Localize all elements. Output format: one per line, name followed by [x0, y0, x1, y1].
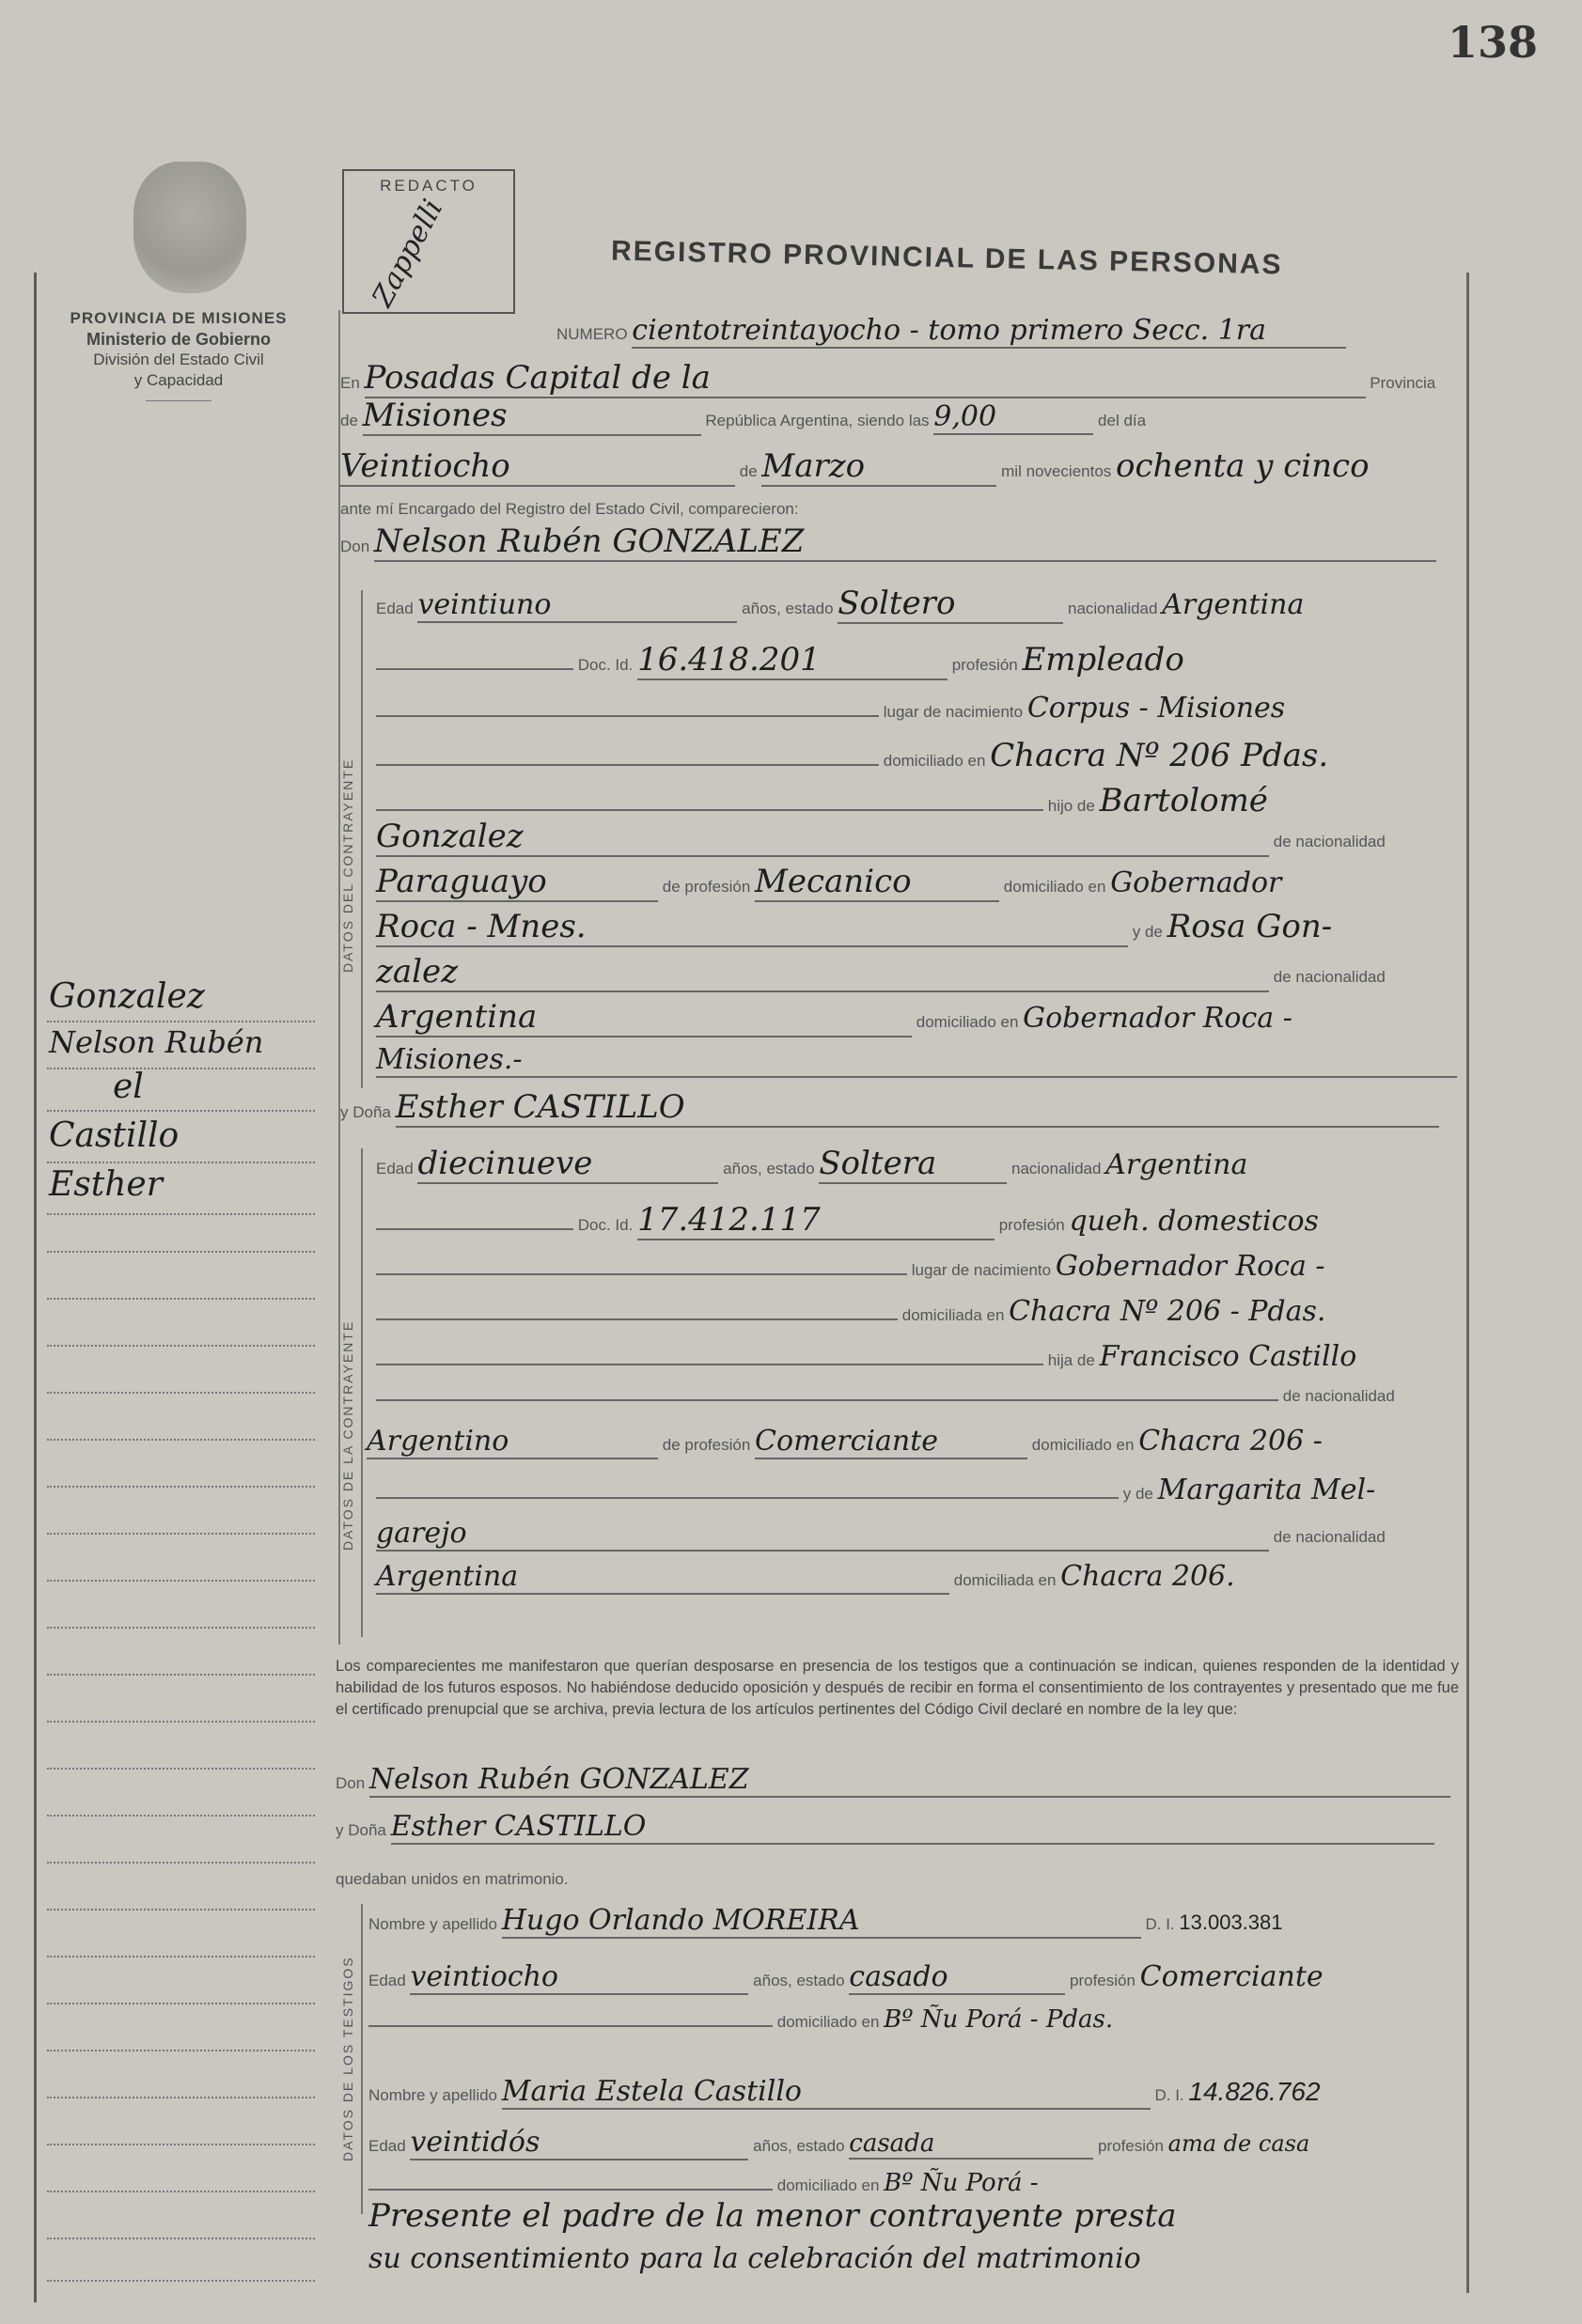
f-madre-row: [376, 1474, 1375, 1506]
profesion-label: profesión: [951, 656, 1018, 674]
de-profesion-label-2: de profesión: [662, 1436, 751, 1454]
domiciliado-label: domiciliado en: [883, 752, 986, 770]
declaration-paragraph: Los comparecientes me manifestaron que querían desposarse en presencia de los testigos que a continuación se indican, quienes responden de la identidad y habilidad de los futuros esposos. No habiéndose deducido oposición y después de recibir en forma el consentimiento de los contrayentes y presentado que me fue el certificado prenupcial que se archiva, previa lectura de los artículos pertinentes del Código Civil declaré en nombre de la ley que:: [336, 1658, 1459, 1718]
decl-dona-row: [336, 1810, 1434, 1845]
di-label-2: D. I.: [1154, 2086, 1184, 2104]
division-label: División del Estado Civil: [93, 351, 264, 368]
margin-line: [47, 2237, 315, 2239]
margin-line: [47, 1532, 315, 1535]
de-label: de: [340, 412, 358, 429]
domiciliado-label-4: domiciliado en: [1031, 1436, 1135, 1454]
f-profesion: queh. domesticos: [1069, 1205, 1319, 1238]
margin-line: [47, 1485, 315, 1488]
f-madre2: garejo: [376, 1517, 1269, 1552]
anos-estado-label: años, estado: [742, 600, 834, 617]
t1-nombre: Hugo Orlando MOREIRA: [502, 1904, 1141, 1939]
stamp-label: REDACTO: [380, 177, 478, 195]
margin-line: [47, 1020, 315, 1022]
c-lugar-row: [376, 692, 1285, 725]
contrayente-nombre: Nelson Rubén GONZALEZ: [374, 523, 1436, 562]
c-padre-nac-row: [376, 863, 1281, 902]
hijo-de-label: hijo de: [1047, 797, 1095, 815]
decl-don-row: [336, 1763, 1450, 1798]
f-madre-nac-row: [376, 1560, 1235, 1595]
don-label: Don: [340, 538, 370, 555]
edad-label: Edad: [376, 600, 414, 617]
c-madre2: zalez: [376, 953, 1269, 992]
f-domicilio: Chacra Nº 206 - Pdas.: [1009, 1295, 1326, 1328]
f-padre-nac: Argentino: [367, 1425, 658, 1459]
page-number: 138: [1448, 17, 1539, 68]
de-profesion-label: de profesión: [662, 878, 751, 896]
section-bar-testigos: [361, 1904, 363, 2214]
margin-line: [47, 2279, 315, 2282]
profesion-label-2: profesión: [998, 1216, 1065, 1234]
ministry-label: Ministerio de Gobierno: [86, 330, 271, 349]
margin-line: [47, 1579, 315, 1582]
t2-nombre: Maria Estela Castillo: [502, 2075, 1151, 2110]
margin-entry-5: Esther: [49, 1165, 163, 1204]
t1-domicilio: Bº Ñu Porá - Pdas.: [884, 2005, 1114, 2034]
t2-edad: veintidós: [410, 2126, 748, 2160]
c-edad: veintiuno: [417, 588, 737, 623]
t2-dom-row: [368, 2169, 1039, 2197]
numero-label: NUMERO: [556, 325, 628, 343]
anos-estado-label-2: años, estado: [723, 1160, 815, 1178]
y-de-label: y de: [1132, 923, 1163, 941]
quedaban-text: quedaban unidos en matrimonio.: [336, 1870, 569, 1888]
di-label: D. I.: [1145, 1915, 1175, 1933]
doc-label: Doc. Id.: [577, 656, 634, 674]
dona-row: [340, 1088, 1439, 1128]
don-label-2: Don: [336, 1774, 366, 1792]
c-madre-row: [376, 908, 1332, 947]
c-dom-row: [376, 737, 1328, 774]
t2-edad-row: [368, 2126, 1309, 2160]
t1-dom-row: [368, 2005, 1113, 2034]
de-nacionalidad-label-2: de nacionalidad: [1273, 968, 1386, 986]
mil-label: mil novecientos: [1001, 462, 1112, 480]
f-padre: Francisco Castillo: [1099, 1340, 1357, 1373]
c-madre-dom: Gobernador Roca -: [1023, 1002, 1292, 1035]
margin-line: [47, 1250, 315, 1253]
de-nacionalidad-label-3: de nacionalidad: [1282, 1387, 1395, 1405]
margin-line: [47, 2143, 315, 2145]
c-domicilio: Chacra Nº 206 Pdas.: [990, 737, 1329, 774]
y-dona-label-2: y Doña: [336, 1821, 386, 1839]
del-dia-label: del día: [1098, 412, 1147, 429]
y-dona-label: y Doña: [340, 1103, 391, 1121]
c-nacionalidad: Argentina: [1162, 588, 1305, 621]
margin-entry-4: Castillo: [49, 1116, 180, 1155]
side-label-testigos: DATOS DE LOS TESTIGOS: [340, 1956, 355, 2161]
profesion-label-3: profesión: [1070, 1972, 1136, 1989]
c-padre-nac: Paraguayo: [376, 863, 658, 902]
t2-nombre-row: [368, 2075, 1321, 2110]
profesion-label-4: profesión: [1098, 2137, 1164, 2155]
c-madre: Rosa Gon-: [1167, 908, 1333, 945]
c-padre-dom2: Roca - Mnes.: [376, 908, 1128, 947]
domiciliada-label: domiciliada en: [901, 1306, 1005, 1324]
domiciliado-label-3: domiciliado en: [916, 1013, 1019, 1031]
domiciliado-label-5: domiciliado en: [776, 2013, 880, 2031]
margin-entry-1: Gonzalez: [49, 977, 205, 1016]
c-madre2-row: [376, 953, 1386, 992]
c-padre: Bartolomé: [1099, 782, 1268, 819]
margin-line: [47, 1955, 315, 1957]
margin-line: [47, 1391, 315, 1394]
c-padre-prof: Mecanico: [755, 863, 999, 902]
f-edad-row: [376, 1145, 1247, 1184]
numero-value: cientotreintayocho - tomo primero Secc. 1ra: [632, 314, 1346, 349]
c-lugar-nac: Corpus - Misiones: [1026, 692, 1286, 725]
stamp-signature: Zappelli: [366, 194, 450, 313]
c-padre-dom: Gobernador: [1110, 866, 1282, 899]
f-edad: diecinueve: [417, 1145, 718, 1184]
province-label: PROVINCIA DE MISIONES: [70, 309, 288, 327]
t2-estado: casada: [849, 2129, 1093, 2160]
t1-nombre-row: [368, 1904, 1283, 1939]
f-madre2-row: [376, 1517, 1386, 1552]
c-edad-row: [376, 585, 1304, 624]
c-madre-dom2: Misiones.-: [376, 1043, 1457, 1078]
c-madre-nac-row: [376, 998, 1292, 1037]
margin-line: [47, 1109, 315, 1112]
edad-label-2: Edad: [376, 1160, 414, 1178]
c-doc-row: [376, 641, 1184, 680]
f-estado: Soltera: [819, 1145, 1007, 1184]
edad-label-3: Edad: [368, 1972, 406, 1989]
margin-line: [47, 1067, 315, 1069]
f-lugar-nac: Gobernador Roca -: [1055, 1250, 1325, 1283]
republica-label: República Argentina, siendo las: [705, 412, 930, 429]
anos-estado-label-3: años, estado: [753, 1972, 845, 1989]
side-label-contrayenta: DATOS DE LA CONTRAYENTE: [340, 1319, 355, 1551]
c-madre-nac: Argentina: [376, 998, 912, 1037]
nacionalidad-label-2: nacionalidad: [1011, 1160, 1102, 1178]
frame-right: [1466, 273, 1469, 2293]
section-bar-contrayente: [361, 590, 363, 1088]
f-nac-blank-row: [376, 1387, 1395, 1406]
divider: [146, 400, 211, 401]
margin-entry-3: el: [113, 1068, 144, 1106]
margin-line: [47, 1767, 315, 1770]
mes-value: Marzo: [761, 447, 996, 487]
en-label: En: [340, 374, 360, 392]
margin-entry-2: Nelson Rubén: [49, 1024, 264, 1060]
note-line-1: Presente el padre de la menor contrayente presta: [368, 2197, 1177, 2235]
redacto-stamp: [342, 169, 515, 314]
provincia-label: Provincia: [1370, 374, 1436, 392]
margin-line: [47, 1673, 315, 1676]
lugar-value: Posadas Capital de la: [365, 359, 1366, 398]
f-madre-nac: Argentina: [376, 1560, 949, 1595]
margin-line: [47, 1212, 315, 1215]
note-line-2: su consentimiento para la celebración del matrimonio: [368, 2242, 1141, 2275]
t2-domicilio: Bº Ñu Porá -: [884, 2169, 1039, 2197]
provincia-value: Misiones: [363, 397, 701, 436]
decl-dona: Esther CASTILLO: [391, 1810, 1434, 1845]
f-padre-nac-row: [367, 1425, 1323, 1459]
margin-line: [47, 1626, 315, 1629]
t2-di: 14.826.762: [1188, 2077, 1321, 2106]
domiciliado-label-6: domiciliado en: [776, 2176, 880, 2194]
fecha-row: [340, 447, 1370, 487]
c-madre-dom2-row: [376, 1043, 1457, 1078]
lugar-nac-label-2: lugar de nacimiento: [911, 1261, 1052, 1279]
c-hijo-row: [376, 782, 1268, 819]
anos-estado-label-4: años, estado: [753, 2137, 845, 2155]
t1-edad: veintiocho: [410, 1960, 748, 1995]
provincia-row: [340, 397, 1146, 436]
t2-profesion: ama de casa: [1167, 2130, 1310, 2157]
margin-rule: [34, 273, 37, 2302]
f-doc-row: [376, 1201, 1319, 1240]
margin-line: [47, 1908, 315, 1911]
margin-line: [47, 1344, 315, 1347]
de-nacionalidad-label: de nacionalidad: [1273, 833, 1386, 850]
domiciliado-label-2: domiciliado en: [1003, 878, 1106, 896]
margin-line: [47, 1297, 315, 1300]
f-madre: Margarita Mel-: [1157, 1474, 1376, 1506]
margin-line: [47, 1814, 315, 1817]
c-profesion: Empleado: [1022, 641, 1184, 678]
anio-value: ochenta y cinco: [1116, 447, 1370, 485]
f-lugar-row: [376, 1250, 1325, 1283]
f-dom-row: [376, 1295, 1325, 1328]
section-bar-contrayenta: [361, 1148, 363, 1637]
contrayenta-nombre: Esther CASTILLO: [396, 1088, 1439, 1128]
domiciliada-label-2: domiciliada en: [953, 1571, 1057, 1589]
lugar-nac-label: lugar de nacimiento: [883, 703, 1024, 721]
margin-line: [47, 1861, 315, 1864]
c-padre2-row: [376, 818, 1386, 857]
don-row: [340, 523, 1436, 562]
ministry-block: [38, 308, 320, 401]
decl-don: Nelson Rubén GONZALEZ: [369, 1763, 1450, 1798]
de-nacionalidad-label-4: de nacionalidad: [1273, 1528, 1386, 1546]
y-de-label-2: y de: [1122, 1485, 1153, 1503]
de-mes-label: de: [739, 462, 758, 480]
edad-label-4: Edad: [368, 2137, 406, 2155]
margin-line: [47, 1161, 315, 1163]
coat-of-arms-seal: [133, 162, 246, 293]
f-padre-dom: Chacra 206 -: [1138, 1425, 1323, 1458]
hora-value: 9,00: [933, 400, 1093, 435]
dia-value: Veintiocho: [340, 447, 735, 487]
side-label-contrayente: DATOS DEL CONTRAYENTE: [340, 757, 355, 973]
c-estado: Soltero: [838, 585, 1063, 624]
margin-line: [47, 2096, 315, 2098]
t1-estado: casado: [849, 1960, 1065, 1995]
c-doc: 16.418.201: [637, 641, 948, 680]
t1-edad-row: [368, 1960, 1324, 1995]
f-nacionalidad: Argentina: [1105, 1148, 1248, 1181]
t1-di: 13.003.381: [1179, 1911, 1283, 1934]
margin-line: [47, 2049, 315, 2051]
c-padre2: Gonzalez: [376, 818, 1269, 857]
margin-line: [47, 2002, 315, 2004]
nombre-apellido-label-2: Nombre y apellido: [368, 2086, 498, 2104]
division-label-2: y Capacidad: [133, 371, 224, 389]
nombre-apellido-label: Nombre y apellido: [368, 1915, 498, 1933]
nacionalidad-label: nacionalidad: [1068, 600, 1158, 617]
t1-profesion: Comerciante: [1139, 1960, 1324, 1993]
f-padre-prof: Comerciante: [755, 1425, 1027, 1459]
f-doc: 17.412.117: [637, 1201, 995, 1240]
hija-de-label: hija de: [1047, 1351, 1095, 1369]
doc-label-2: Doc. Id.: [577, 1216, 634, 1234]
margin-line: [47, 2190, 315, 2192]
f-hija-row: [376, 1340, 1356, 1373]
numero-row: [556, 314, 1346, 349]
margin-line: [47, 1438, 315, 1441]
lugar-row: [340, 359, 1435, 398]
document-title: REGISTRO PROVINCIAL DE LAS PERSONAS: [610, 235, 1283, 281]
f-madre-dom: Chacra 206.: [1060, 1560, 1235, 1593]
margin-line: [47, 1720, 315, 1723]
ante-row: ante mí Encargado del Registro del Estado Civil, comparecieron:: [340, 500, 799, 518]
